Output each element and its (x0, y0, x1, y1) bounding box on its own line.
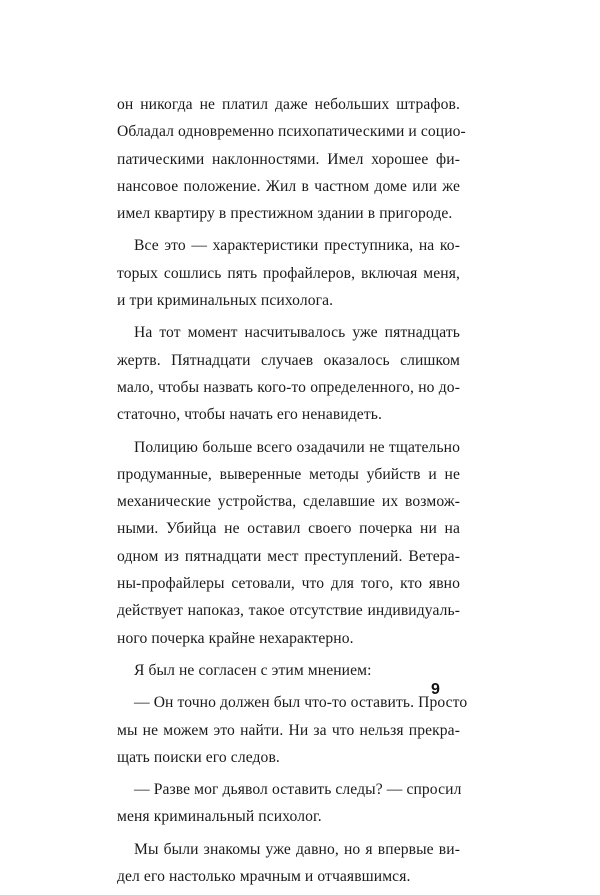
text-line: Мы были знакомы уже давно, но я впервые ви- (134, 840, 460, 858)
text-line: Все это — характеристики преступника, на ко- (134, 237, 460, 255)
text-line: патическими наклонностями. Имел хорошее фи- (117, 150, 460, 168)
paragraph (117, 689, 468, 771)
paragraph (117, 657, 460, 684)
text-line: имел квартиру в престижном здании в пригороде. (117, 205, 453, 223)
text-line: мало, чтобы назвать кого-то определенного, но до- (117, 378, 460, 396)
paragraph (117, 434, 460, 652)
text-line: — Он точно должен был что-то оставить. Просто (134, 694, 468, 712)
page-number: 9 (431, 681, 440, 698)
paragraph (117, 776, 460, 831)
text-line: меня криминальный психолог. (117, 808, 322, 826)
text-line: щать поиски его следов. (117, 748, 280, 766)
text-line: Обладал одновременно психопатическими и социо- (117, 123, 466, 141)
text-line: Полицию больше всего озадачили не тщательно (134, 438, 460, 456)
text-line: и три криминальных психолога. (117, 292, 334, 310)
text-line: жертв. Пятнадцати случаев оказалось слишком (117, 351, 460, 369)
text-line: нансовое положение. Жил в частном доме или же (117, 177, 460, 195)
text-line: — Разве мог дьявол оставить следы? — спросил (134, 781, 462, 799)
text-line: На тот момент насчитывалось уже пятнадцать (134, 324, 460, 342)
text-line: ного почерка крайне нехарактерно. (117, 629, 354, 647)
text-line: действует напоказ, такое отсутствие индивидуаль- (117, 602, 460, 620)
text-line: статочно, чтобы начать его ненавидеть. (117, 406, 382, 424)
text-line: ными. Убийца не оставил своего почерка ни на (117, 520, 460, 538)
paragraph (117, 836, 460, 891)
text-line: Я был не согласен с этим мнением: (134, 661, 372, 679)
page-body-text (117, 91, 468, 895)
paragraph (117, 319, 460, 428)
text-line: механические устройства, сделавшие их возмож- (117, 493, 460, 511)
text-line: одном из пятнадцати мест преступлений. Ветера- (117, 547, 460, 565)
text-line: ны-профайлеры сетовали, что для того, кто явно (117, 575, 460, 593)
paragraph (117, 232, 460, 314)
text-line: торых сошлись пять профайлеров, включая меня, (117, 264, 460, 282)
text-line: продуманные, выверенные методы убийств и не (117, 465, 460, 483)
text-line: мы не можем это найти. Ни за что нельзя прекра- (117, 721, 460, 739)
text-line: дел его настолько мрачным и отчаявшимся. (117, 868, 411, 886)
text-line: он никогда не платил даже небольших штрафов. (117, 96, 460, 113)
paragraph (117, 91, 466, 227)
